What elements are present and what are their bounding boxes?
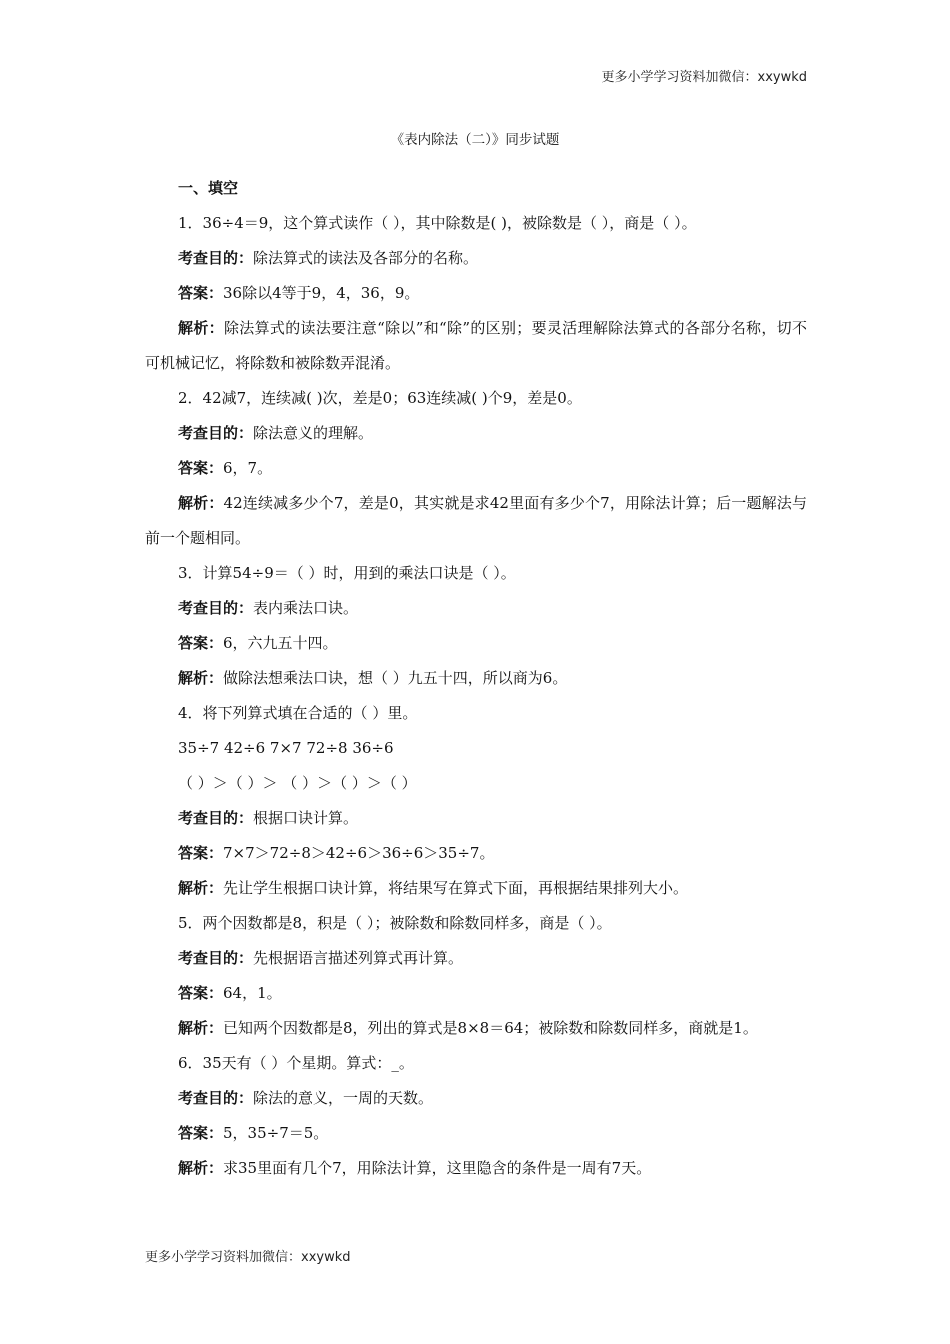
analysis-1 xyxy=(145,311,807,381)
answer-1 xyxy=(145,276,807,311)
purpose-text: 除法算式的读法及各部分的名称。 xyxy=(253,249,479,267)
analysis-5 xyxy=(145,1011,807,1046)
analysis-label: 解析： xyxy=(178,1019,224,1037)
purpose-text: 除法的意义，一周的天数。 xyxy=(253,1089,434,1107)
answer-text: 64，1。 xyxy=(223,984,282,1002)
purpose-label: 考查目的： xyxy=(178,809,254,827)
purpose-label: 考查目的： xyxy=(178,949,254,967)
answer-label: 答案： xyxy=(178,984,224,1002)
answer-4 xyxy=(145,836,807,871)
analysis-text: 求35里面有几个7，用除法计算，这里隐含的条件是一周有7天。 xyxy=(223,1159,652,1177)
analysis-text: 42连续减多少个7，差是0，其实就是求42里面有多少个7，用除法计算；后一题解法与前一个题相同。 xyxy=(145,494,807,547)
purpose-5 xyxy=(145,941,807,976)
answer-6 xyxy=(145,1116,807,1151)
page-footer: 更多小学学习资料加微信：xxywkd xyxy=(145,1250,351,1265)
question-1: 1．36÷4＝9，这个算式读作（ ），其中除数是( )，被除数是（ ），商是（ ）。 xyxy=(178,214,697,232)
answer-text: 5，35÷7＝5。 xyxy=(223,1124,329,1142)
question-4-expressions: 35÷7 42÷6 7×7 72÷8 36÷6 xyxy=(178,739,394,757)
purpose-4 xyxy=(145,801,807,836)
answer-text: 6，7。 xyxy=(223,459,273,477)
question-2: 2．42减7，连续减( )次，差是0；63连续减( )个9，差是0。 xyxy=(178,389,582,407)
purpose-label: 考查目的： xyxy=(178,249,254,267)
question-4: 4．将下列算式填在合适的（ ）里。 xyxy=(178,704,418,722)
purpose-label: 考查目的： xyxy=(178,1089,254,1107)
analysis-4 xyxy=(145,871,807,906)
purpose-text: 先根据语言描述列算式再计算。 xyxy=(253,949,464,967)
page-header: 更多小学学习资料加微信：xxywkd xyxy=(601,70,807,85)
document-body xyxy=(145,171,807,1186)
section-heading: 一、填空 xyxy=(178,179,239,197)
purpose-2 xyxy=(145,416,807,451)
analysis-2 xyxy=(145,486,807,556)
analysis-label: 解析： xyxy=(178,494,224,512)
answer-text: 36除以4等于9，4，36，9。 xyxy=(223,284,420,302)
purpose-text: 除法意义的理解。 xyxy=(253,424,374,442)
analysis-6 xyxy=(145,1151,807,1186)
answer-label: 答案： xyxy=(178,284,224,302)
page-title: 《表内除法（二）》同步试题 xyxy=(390,132,560,148)
analysis-label: 解析： xyxy=(178,669,224,687)
question-3: 3．计算54÷9＝（ ）时，用到的乘法口诀是（ ）。 xyxy=(178,564,516,582)
answer-text: 6，六九五十四。 xyxy=(223,634,338,652)
purpose-1 xyxy=(145,241,807,276)
question-5: 5．两个因数都是8，积是（ ）；被除数和除数同样多，商是（ ）。 xyxy=(178,914,612,932)
purpose-label: 考查目的： xyxy=(178,424,254,442)
analysis-label: 解析： xyxy=(178,1159,224,1177)
analysis-label: 解析： xyxy=(178,319,224,337)
answer-5 xyxy=(145,976,807,1011)
purpose-text: 表内乘法口诀。 xyxy=(253,599,359,617)
answer-label: 答案： xyxy=(178,634,224,652)
analysis-text: 先让学生根据口诀计算，将结果写在算式下面，再根据结果排列大小。 xyxy=(223,879,689,897)
answer-label: 答案： xyxy=(178,459,224,477)
question-4-blanks: （ ）＞（ ）＞ （ ）＞（ ）＞（ ） xyxy=(178,774,417,792)
answer-label: 答案： xyxy=(178,844,224,862)
purpose-3 xyxy=(145,591,807,626)
analysis-text: 做除法想乘法口诀，想（ ）九五十四，所以商为6。 xyxy=(223,669,568,687)
purpose-6 xyxy=(145,1081,807,1116)
purpose-label: 考查目的： xyxy=(178,599,254,617)
analysis-text: 已知两个因数都是8，列出的算式是8×8＝64；被除数和除数同样多，商就是1。 xyxy=(223,1019,758,1037)
analysis-text: 除法算式的读法要注意“除以”和“除”的区别；要灵活理解除法算式的各部分名称，切不可机械记忆，将除数和被除数弄混淆。 xyxy=(145,319,807,372)
answer-label: 答案： xyxy=(178,1124,224,1142)
purpose-text: 根据口诀计算。 xyxy=(253,809,359,827)
answer-text: 7×7＞72÷8＞42÷6＞36÷6＞35÷7。 xyxy=(223,844,495,862)
analysis-3 xyxy=(145,661,807,696)
answer-3 xyxy=(145,626,807,661)
answer-2 xyxy=(145,451,807,486)
analysis-label: 解析： xyxy=(178,879,224,897)
question-6: 6．35天有（ ）个星期。算式：_。 xyxy=(178,1054,414,1072)
